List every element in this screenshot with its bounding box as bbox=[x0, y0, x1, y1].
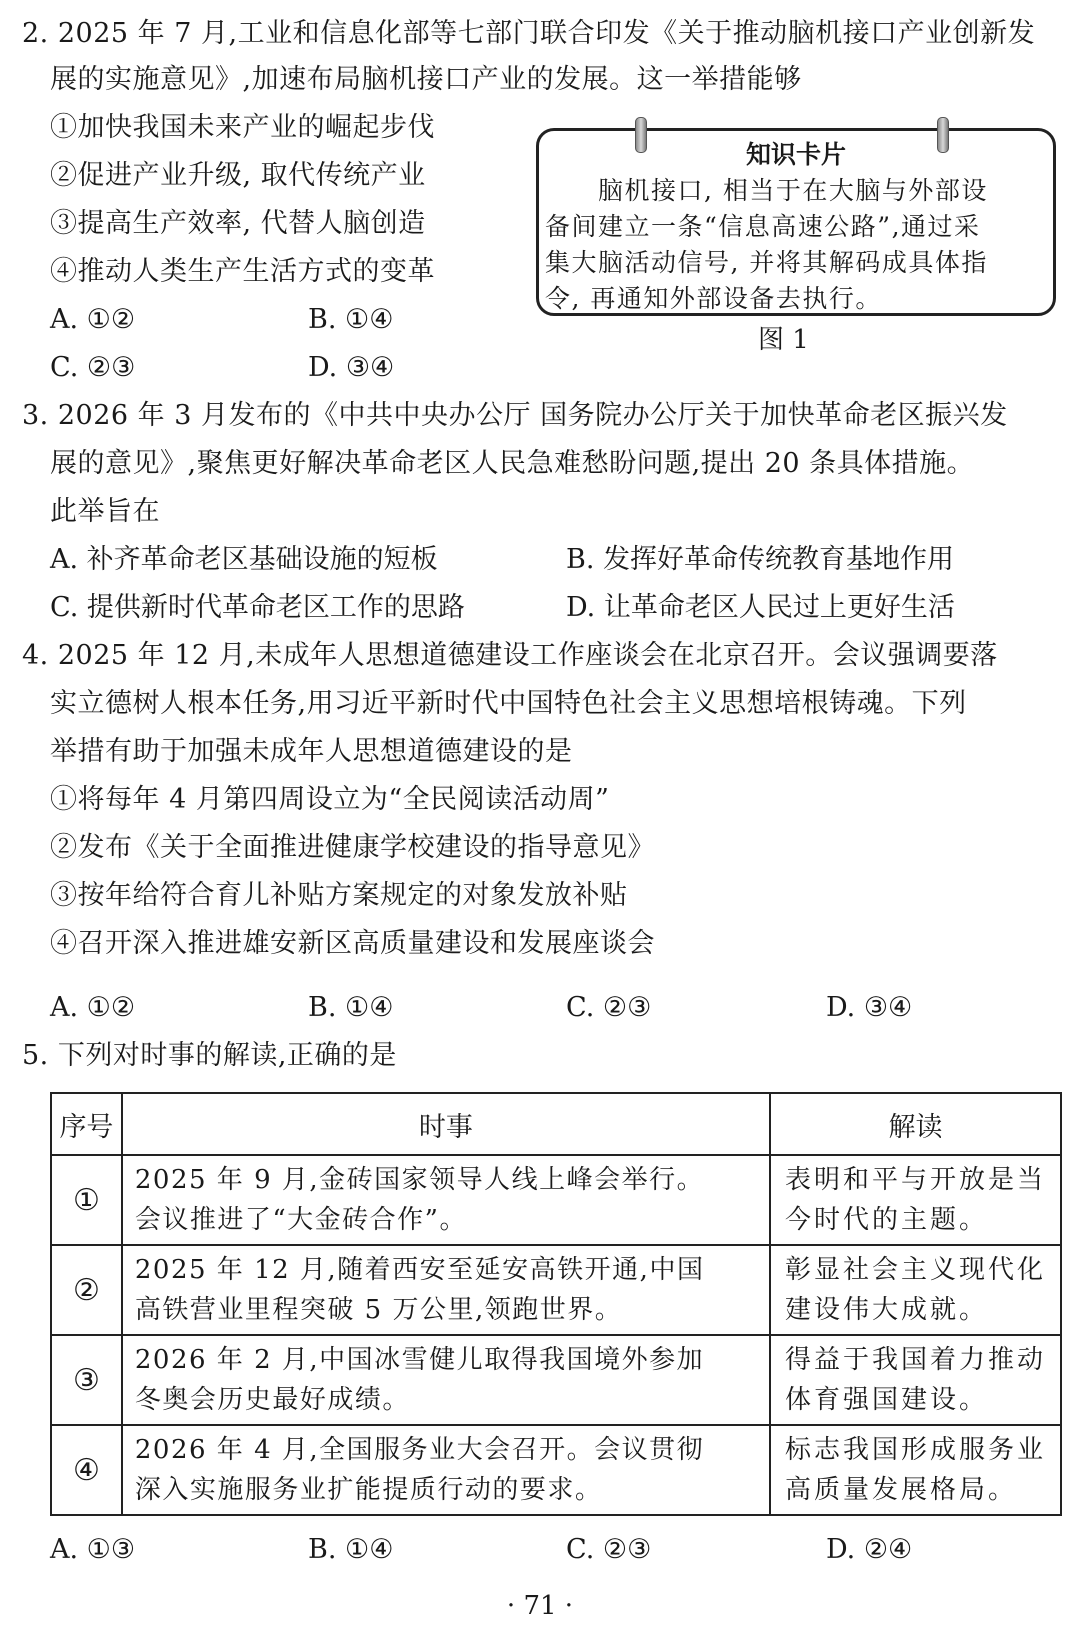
q3-option-b[interactable]: B. 发挥好革命传统教育基地作用 bbox=[566, 544, 955, 575]
q4-stem-line-1: 4. 2025 年 12 月,未成年人思想道德建设工作座谈会在北京召开。会议强调要落 bbox=[22, 640, 998, 671]
q5-stem: 5. 下列对时事的解读,正确的是 bbox=[22, 1040, 397, 1071]
row-interp-line: 体育强国建设。 bbox=[784, 1385, 988, 1415]
q3-option-d[interactable]: D. 让革命老区人民过上更好生活 bbox=[566, 592, 955, 623]
row-event bbox=[122, 1155, 770, 1245]
q4-stem-line-3: 举措有助于加强未成年人思想道德建设的是 bbox=[50, 736, 573, 767]
table-header-row bbox=[51, 1093, 1061, 1155]
row-interp-line: 今时代的主题。 bbox=[784, 1205, 988, 1235]
row-event-line: 冬奥会历史最好成绩。 bbox=[134, 1385, 410, 1415]
figure-caption: 图 1 bbox=[758, 325, 809, 355]
row-event-line: 深入实施服务业扩能提质行动的要求。 bbox=[134, 1475, 603, 1505]
q4-stem-line-2: 实立德树人根本任务,用习近平新时代中国特色社会主义思想培根铸魂。下列 bbox=[50, 688, 967, 719]
row-event-line: 会议推进了“大金砖合作”。 bbox=[134, 1205, 467, 1235]
q2-option-b[interactable]: B. ①④ bbox=[308, 304, 394, 335]
q2-option-c[interactable]: C. ②③ bbox=[50, 352, 136, 383]
knowledge-card bbox=[536, 128, 1056, 316]
q2-item-3: ③提高生产效率, 代替人脑创造 bbox=[50, 208, 426, 239]
knowledge-card-title: 知识卡片 bbox=[745, 140, 846, 169]
row-interp-line: 建设伟大成就。 bbox=[784, 1295, 988, 1325]
q4-item-4: ④召开深入推进雄安新区高质量建设和发展座谈会 bbox=[50, 928, 655, 959]
row-interpretation bbox=[770, 1155, 1061, 1245]
row-number: ④ bbox=[51, 1425, 122, 1515]
q2-option-a[interactable]: A. ①② bbox=[50, 304, 136, 335]
q2-option-d[interactable]: D. ③④ bbox=[308, 352, 395, 383]
q3-stem-line-1: 3. 2026 年 3 月发布的《中共中央办公厅 国务院办公厅关于加快革命老区振兴发 bbox=[22, 400, 1008, 431]
row-interp-line: 高质量发展格局。 bbox=[784, 1475, 1017, 1505]
row-interp-line: 得益于我国着力推动 bbox=[784, 1345, 1046, 1375]
q3-stem-line-3: 此举旨在 bbox=[50, 496, 160, 527]
q4-option-c[interactable]: C. ②③ bbox=[566, 992, 652, 1023]
q3-option-c[interactable]: C. 提供新时代革命老区工作的思路 bbox=[50, 592, 465, 623]
q4-option-a[interactable]: A. ①② bbox=[50, 992, 136, 1023]
q2-stem-line-1: 2. 2025 年 7 月,工业和信息化部等七部门联合印发《关于推动脑机接口产业创新发 bbox=[22, 18, 1036, 49]
table-row bbox=[51, 1245, 1061, 1335]
row-event bbox=[122, 1245, 770, 1335]
knowledge-card-line-3: 集大脑活动信号, 并将其解码成具体指 bbox=[545, 248, 988, 277]
q5-option-b[interactable]: B. ①④ bbox=[308, 1534, 394, 1565]
row-number: ① bbox=[51, 1155, 122, 1245]
row-interp-line: 标志我国形成服务业 bbox=[784, 1435, 1046, 1465]
row-interpretation bbox=[770, 1245, 1061, 1335]
q5-option-d[interactable]: D. ②④ bbox=[826, 1534, 913, 1565]
q2-stem-line-2: 展的实施意见》,加速布局脑机接口产业的发展。这一举措能够 bbox=[50, 64, 802, 95]
row-event bbox=[122, 1425, 770, 1515]
row-event-line: 2025 年 9 月,金砖国家领导人线上峰会举行。 bbox=[134, 1165, 705, 1195]
table-row bbox=[51, 1425, 1061, 1515]
q3-stem-line-2: 展的意见》,聚焦更好解决革命老区人民急难愁盼问题,提出 20 条具体措施。 bbox=[50, 448, 975, 479]
q5-option-a[interactable]: A. ①③ bbox=[50, 1534, 136, 1565]
row-interp-line: 表明和平与开放是当 bbox=[784, 1165, 1046, 1195]
row-event-line: 2025 年 12 月,随着西安至延安高铁开通,中国 bbox=[134, 1255, 705, 1285]
q4-option-b[interactable]: B. ①④ bbox=[308, 992, 394, 1023]
row-interpretation bbox=[770, 1335, 1061, 1425]
knowledge-card-line-2: 备间建立一条“信息高速公路”,通过采 bbox=[545, 212, 981, 241]
row-number: ③ bbox=[51, 1335, 122, 1425]
row-event-line: 2026 年 4 月,全国服务业大会召开。会议贯彻 bbox=[134, 1435, 705, 1465]
q4-item-3: ③按年给符合育儿补贴方案规定的对象发放补贴 bbox=[50, 880, 628, 911]
header-number: 序号 bbox=[51, 1093, 122, 1155]
knowledge-card-line-1: 脑机接口, 相当于在大脑与外部设 bbox=[545, 176, 988, 205]
table-row bbox=[51, 1155, 1061, 1245]
q3-option-a[interactable]: A. 补齐革命老区基础设施的短板 bbox=[50, 544, 438, 575]
q2-item-4: ④推动人类生产生活方式的变革 bbox=[50, 256, 435, 287]
row-interp-line: 彰显社会主义现代化 bbox=[784, 1255, 1046, 1285]
header-event: 时事 bbox=[122, 1093, 770, 1155]
row-event bbox=[122, 1335, 770, 1425]
row-event-line: 2026 年 2 月,中国冰雪健儿取得我国境外参加 bbox=[134, 1345, 705, 1375]
knowledge-card-line-4: 令, 再通知外部设备去执行。 bbox=[545, 284, 882, 313]
page-number: · 71 · bbox=[506, 1591, 574, 1621]
q4-option-d[interactable]: D. ③④ bbox=[826, 992, 913, 1023]
row-number: ② bbox=[51, 1245, 122, 1335]
header-interpretation: 解读 bbox=[770, 1093, 1061, 1155]
q4-item-1: ①将每年 4 月第四周设立为“全民阅读活动周” bbox=[50, 784, 610, 815]
q2-item-2: ②促进产业升级, 取代传统产业 bbox=[50, 160, 426, 191]
events-table bbox=[50, 1092, 1062, 1516]
q5-option-c[interactable]: C. ②③ bbox=[566, 1534, 652, 1565]
table-row bbox=[51, 1335, 1061, 1425]
row-interpretation bbox=[770, 1425, 1061, 1515]
q2-item-1: ①加快我国未来产业的崛起步伐 bbox=[50, 112, 435, 143]
row-event-line: 高铁营业里程突破 5 万公里,领跑世界。 bbox=[134, 1295, 623, 1325]
q4-item-2: ②发布《关于全面推进健康学校建设的指导意见》 bbox=[50, 832, 655, 863]
